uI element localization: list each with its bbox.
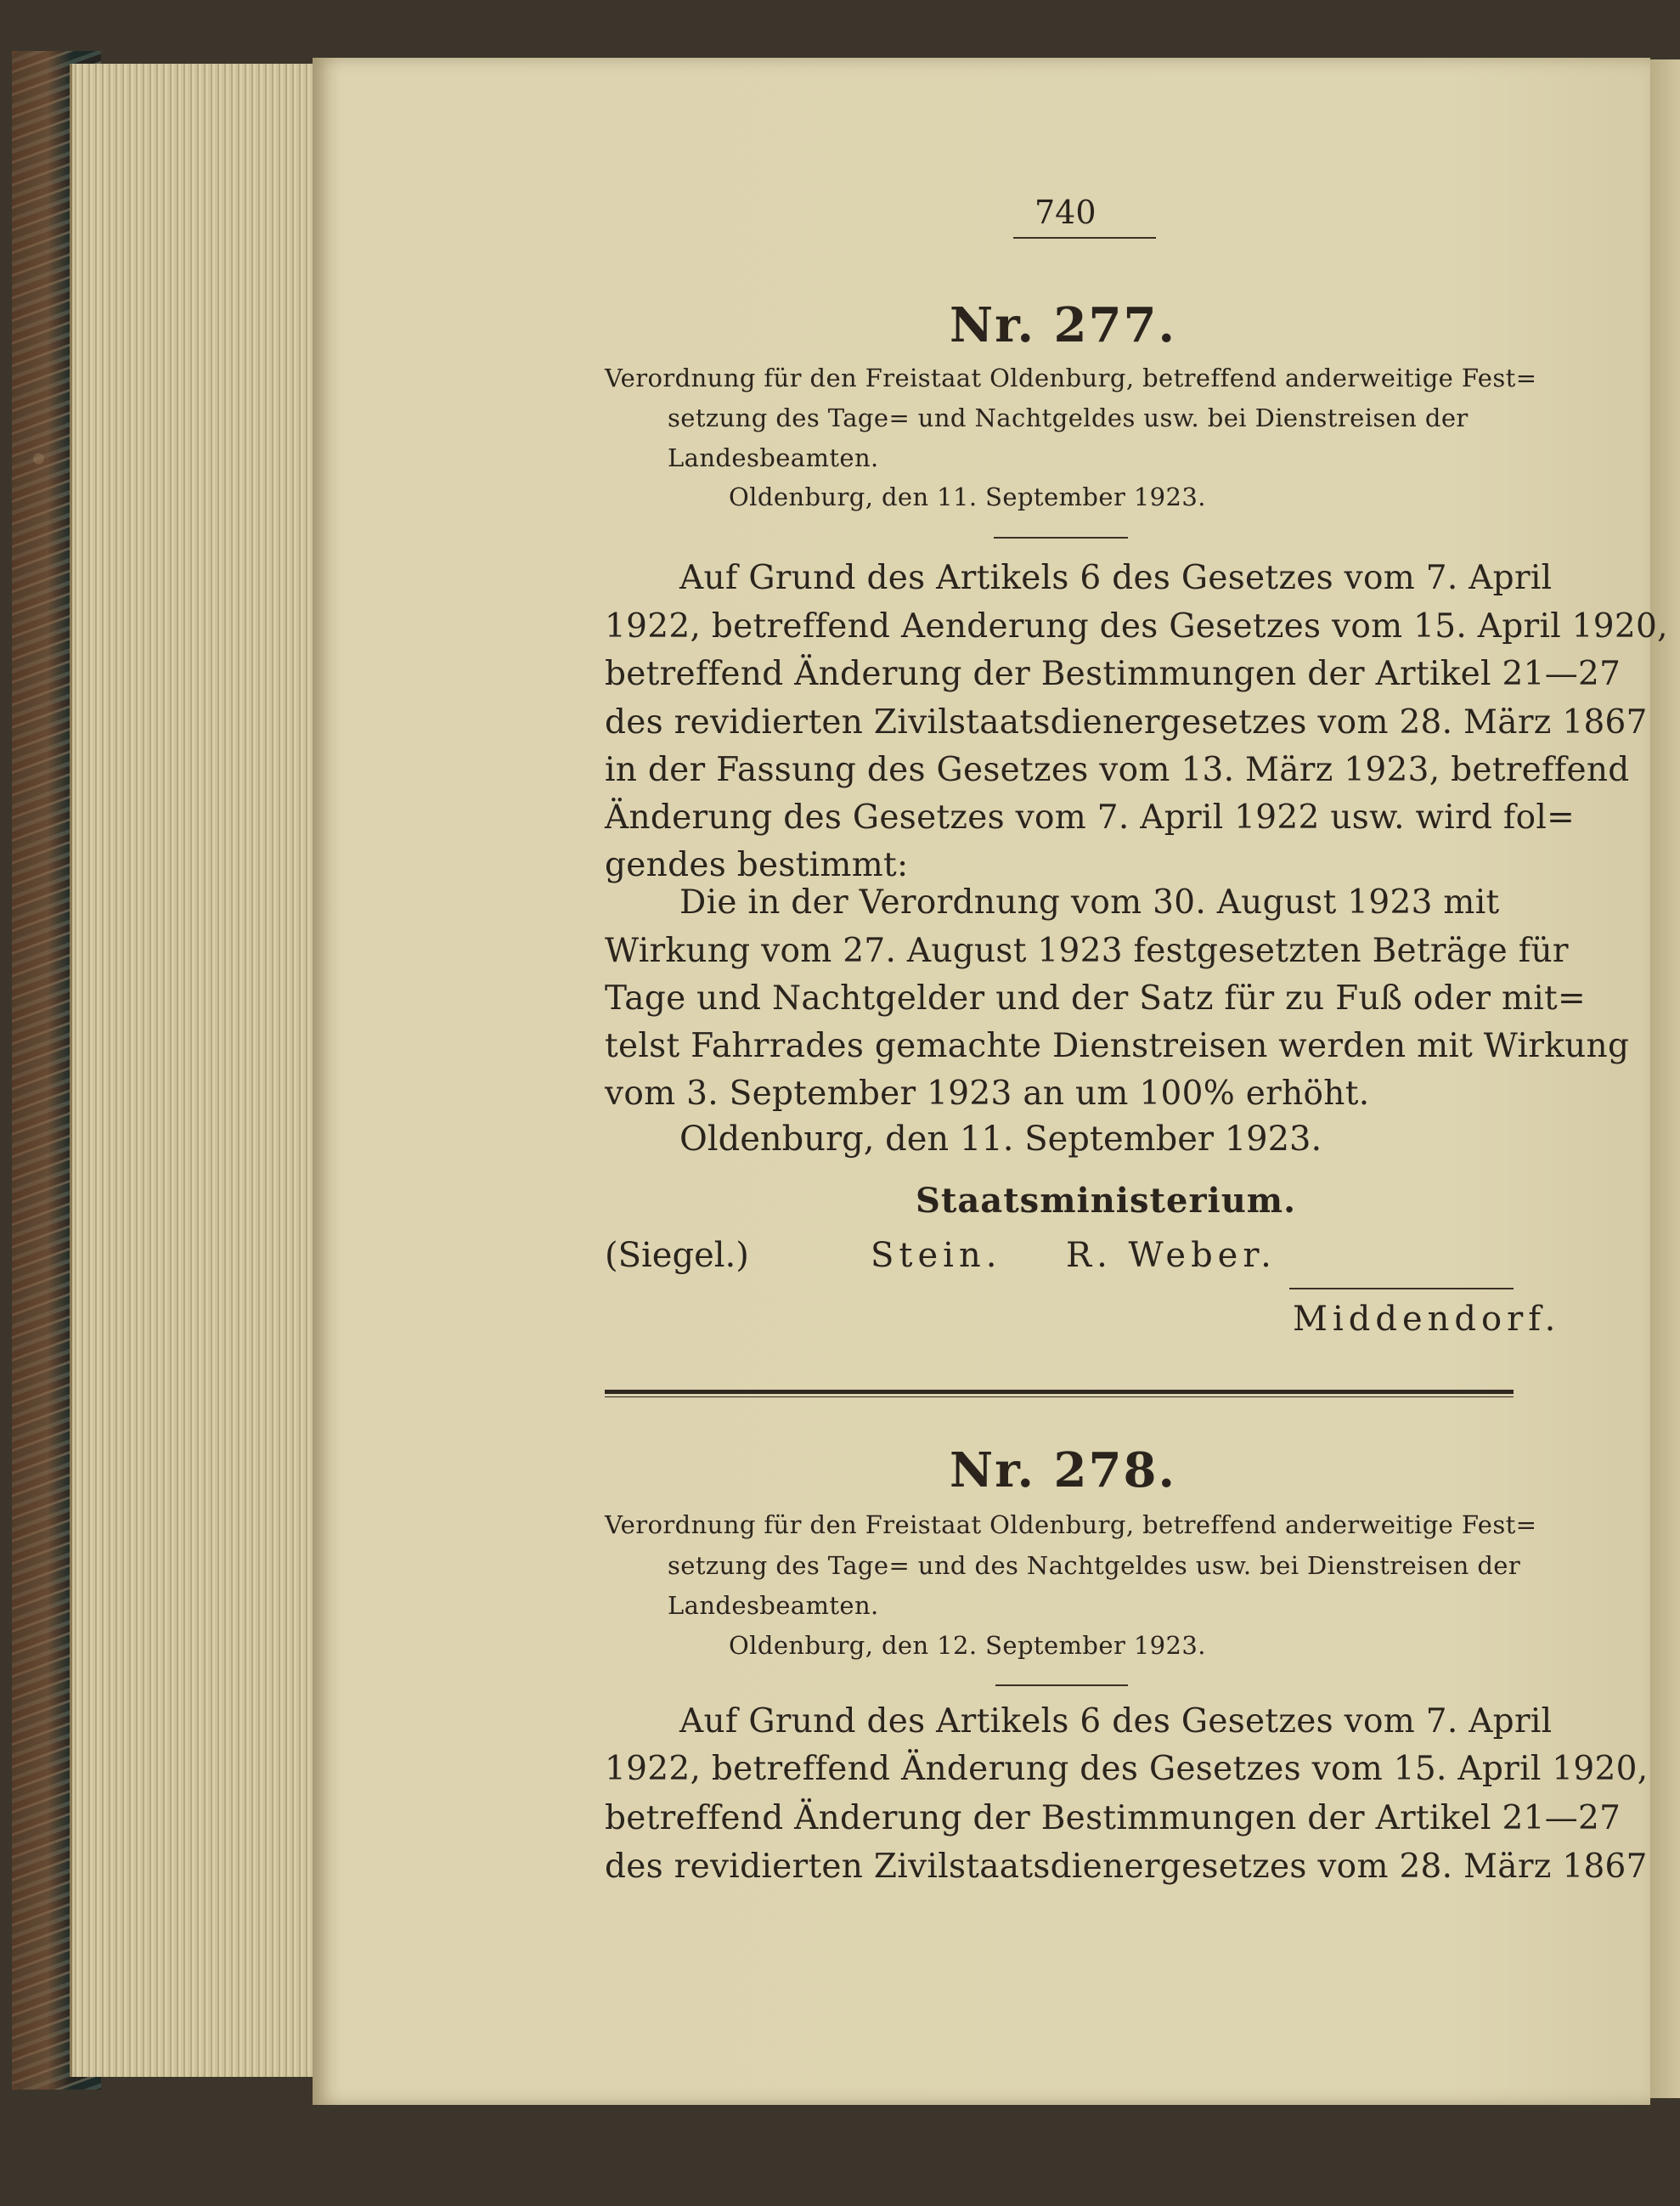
dateline: Oldenburg, den 11. September 1923. [729, 482, 1206, 511]
body-line: betreffend Änderung der Bestimmungen der Artikel 21—27 [605, 655, 1621, 693]
title-line: setzung des Tage= und des Nachtgeldes usw. bei Dienstreisen der [668, 1551, 1521, 1580]
title-line: setzung des Tage= und Nachtgeldes usw. bei Dienstreisen der [668, 403, 1469, 432]
title-line: Landesbeamten. [668, 443, 879, 472]
body-line: Wirkung vom 27. August 1923 festgesetzten Beträge für [605, 932, 1569, 970]
ministry-name: Staatsministerium. [916, 1181, 1297, 1221]
body-line: in der Fassung des Gesetzes vom 13. März 1923, betreffend [605, 751, 1630, 789]
section-number-277: Nr. 277. [950, 297, 1176, 353]
section-rule [994, 537, 1128, 539]
body-line: vom 3. September 1923 an um 100% erhöht. [605, 1075, 1370, 1113]
body-line: 1922, betreffend Aenderung des Gesetzes vom 15. April 1920, [605, 607, 1668, 646]
seal-note: (Siegel.) [605, 1236, 749, 1275]
body-line: gendes bestimmt: [605, 846, 909, 884]
closing-date: Oldenburg, den 11. September 1923. [679, 1120, 1322, 1159]
body-line: Tage und Nachtgelder und der Satz für zu Fuß oder mit= [605, 979, 1587, 1018]
body-line: Änderung des Gesetzes vom 7. April 1922 usw. wird fol= [605, 798, 1576, 837]
section-divider-thin [605, 1396, 1514, 1397]
page-number: 740 [1034, 194, 1097, 231]
section-rule [995, 1684, 1128, 1686]
signer-weber: R. Weber. [1066, 1236, 1277, 1275]
body-line: telst Fahrrades gemachte Dienstreisen werden mit Wirkung [605, 1027, 1630, 1065]
dateline: Oldenburg, den 12. September 1923. [729, 1631, 1206, 1660]
countersigner: Middendorf. [1293, 1300, 1561, 1339]
page-number-rule [1013, 237, 1156, 239]
title-line: Verordnung für den Freistaat Oldenburg, betreffend anderweitige Fest= [605, 1510, 1537, 1539]
body-line: Auf Grund des Artikels 6 des Gesetzes vom 7. April [679, 1702, 1553, 1741]
section-divider [605, 1390, 1514, 1394]
body-line: des revidierten Zivilstaatsdienergesetzes vom 28. März 1867 [605, 703, 1648, 742]
body-line: Auf Grund des Artikels 6 des Gesetzes vom 7. April [679, 559, 1553, 597]
body-line: 1922, betreffend Änderung des Gesetzes vom 15. April 1920, [605, 1750, 1649, 1788]
title-line: Landesbeamten. [668, 1591, 879, 1620]
body-line: des revidierten Zivilstaatsdienergesetzes vom 28. März 1867 [605, 1848, 1648, 1886]
section-number-278: Nr. 278. [950, 1442, 1176, 1498]
signer-stein: Stein. [871, 1236, 1002, 1275]
signature-rule [1289, 1288, 1514, 1289]
title-line: Verordnung für den Freistaat Oldenburg, betreffend anderweitige Fest= [605, 364, 1537, 392]
body-line: Die in der Verordnung vom 30. August 1923 mit [679, 883, 1500, 922]
body-line: betreffend Änderung der Bestimmungen der Artikel 21—27 [605, 1799, 1621, 1837]
